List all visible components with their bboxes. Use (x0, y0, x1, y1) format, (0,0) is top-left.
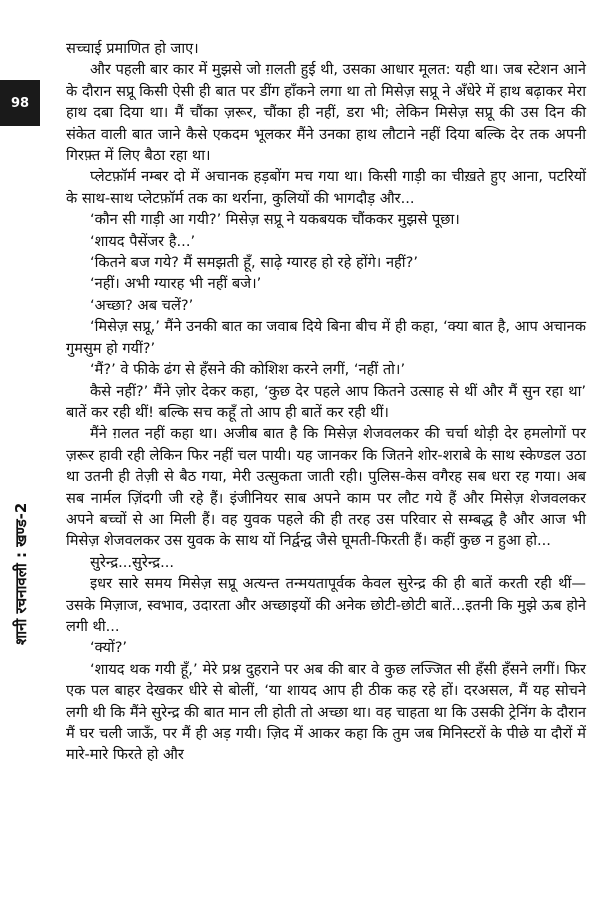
text-column (66, 38, 586, 766)
dialogue-line: ‘क्यों?’ (90, 639, 128, 657)
dialogue-line: ‘कितने बज गये? मैं समझती हूँ, साढ़े ग्यारह हो रहे होंगे। नहीं?’ (90, 254, 418, 272)
dialogue-line: ‘मिसेज़ सप्रू,’ मैंने उनकी बात का जवाब दिये बिना बीच में ही कहा, ‘क्या बात है, आप अचानक गुमसुम हो गयीं?’ (66, 318, 586, 357)
paragraph: और पहली बार कार में मुझसे जो ग़लती हुई थी, उसका आधार मूलत: यही था। जब स्टेशन आने के दौरान सप्रू किसी ऐसी ही बात पर डींग हाँकने लगा था तो मिसेज़ सप्रू ने अँधेरे में हाथ बढ़ाकर मेरा हाथ दबा दिया था। मैं चौंका ज़रूर, चौंका ही नहीं, डरा भी; लेकिन मिसेज़ सप्रू की उस दिन की संकेत वाली बात जाने कैसे एकदम भूलकर मैंने उनका हाथ लौटाने नहीं दिया बल्कि देर तक अपनी गिरफ़्त में लिए बैठा रहा था। (66, 61, 586, 165)
paragraph: प्लेटफ़ॉर्म नम्बर दो में अचानक हड़बोंग मच गया था। किसी गाड़ी का चीख़ते हुए आना, पटरियों के साथ-साथ प्लेटफ़ॉर्म तक का थर्राना, कुलियों की भागदौड़ और... (66, 168, 586, 207)
dialogue-line: ‘कौन सी गाड़ी आ गयी?’ मिसेज़ सप्रू ने यकबयक चौंककर मुझसे पूछा। (90, 211, 460, 229)
dialogue-line: ‘मैं?’ वे फीके ढंग से हँसने की कोशिश करने लगीं, ‘नहीं तो।’ (90, 361, 406, 379)
paragraph: सच्चाई प्रमाणित हो जाए। (66, 40, 199, 57)
paragraph: ‘शायद थक गयी हूँ,’ मेरे प्रश्न दुहराने पर अब की बार वे कुछ लज्जित सी हँसी हँसने लगीं। फिर एक पल बाहर देखकर धीरे से बोलीं, ‘या शायद आप ही ठीक कह रहे हों। दरअसल, मैं यह सोचने लगी थी कि मैंने सुरेन्द्र की बात मान ली होती तो अच्छा था। वह चाहता था कि उसकी ट्रेनिंग के दौरान मैं घर चली जाऊँ, पर मैं ही अड़ गयी। ज़िद में आकर कहा कि तुम जब मिनिस्टरों के पीछे या दौरों में मारे-मारे फिरते हो और (66, 660, 587, 764)
side-running-title: शानी रचनावली : खण्ड-2 (12, 502, 30, 645)
paragraph: सुरेन्द्र...सुरेन्द्र... (90, 553, 175, 571)
paragraph: मैंने ग़लत नहीं कहा था। अजीब बात है कि मिसेज़ शेजवलकर की चर्चा थोड़ी देर हमलोगों पर ज़रूर हावी रही लेकिन फिर नहीं चल पायी। यह जानकर कि जितने शोर-शराबे के साथ स्केण्डल उठा था उतनी ही तेज़ी से बैठ गया, मेरी उत्सुकता जाती रही। पुलिस-केस वगैरह सब धरा रह गया। अब सब नार्मल ज़िंदगी जी रहे हैं। इंजीनियर साब अपने काम पर लौट गये हैं और मिसेज़ शेजवलकर अपने बच्चों से आ मिली हैं। वह युवक पहले की ही तरह उस परिवार से सम्बद्ध है और आज भी मिसेज़ शेजवलकर उस युवक के साथ यों निर्द्वन्द्व जैसे घूमती-फिरती हैं। कहीं कुछ न हुआ हो... (66, 425, 586, 550)
page-number-tab (0, 80, 40, 126)
dialogue-line: ‘अच्छा? अब चलें?’ (90, 296, 194, 314)
paragraph: इधर सारे समय मिसेज़ सप्रू अत्यन्त तन्मयतापूर्वक केवल सुरेन्द्र की ही बातें करती रही थीं—उसके मिज़ाज, स्वभाव, उदारता और अच्छाइयों की अनेक छोटी-छोटी बातें...इतनी कि मुझे ऊब होने लगी थी... (66, 575, 586, 635)
dialogue-line: ‘शायद पैसेंजर है...’ (90, 232, 196, 250)
page-number: 98 (10, 95, 30, 111)
paragraph: कैसे नहीं?’ मैंने ज़ोर देकर कहा, ‘कुछ देर पहले आप कितने उत्साह से थीं और मैं सुन रहा था’ बातें कर रही थीं! बल्कि सच कहूँ तो आप ही बातें कर रही थीं। (66, 382, 586, 421)
dialogue-line: ‘नहीं। अभी ग्यारह भी नहीं बजे।’ (90, 275, 262, 293)
